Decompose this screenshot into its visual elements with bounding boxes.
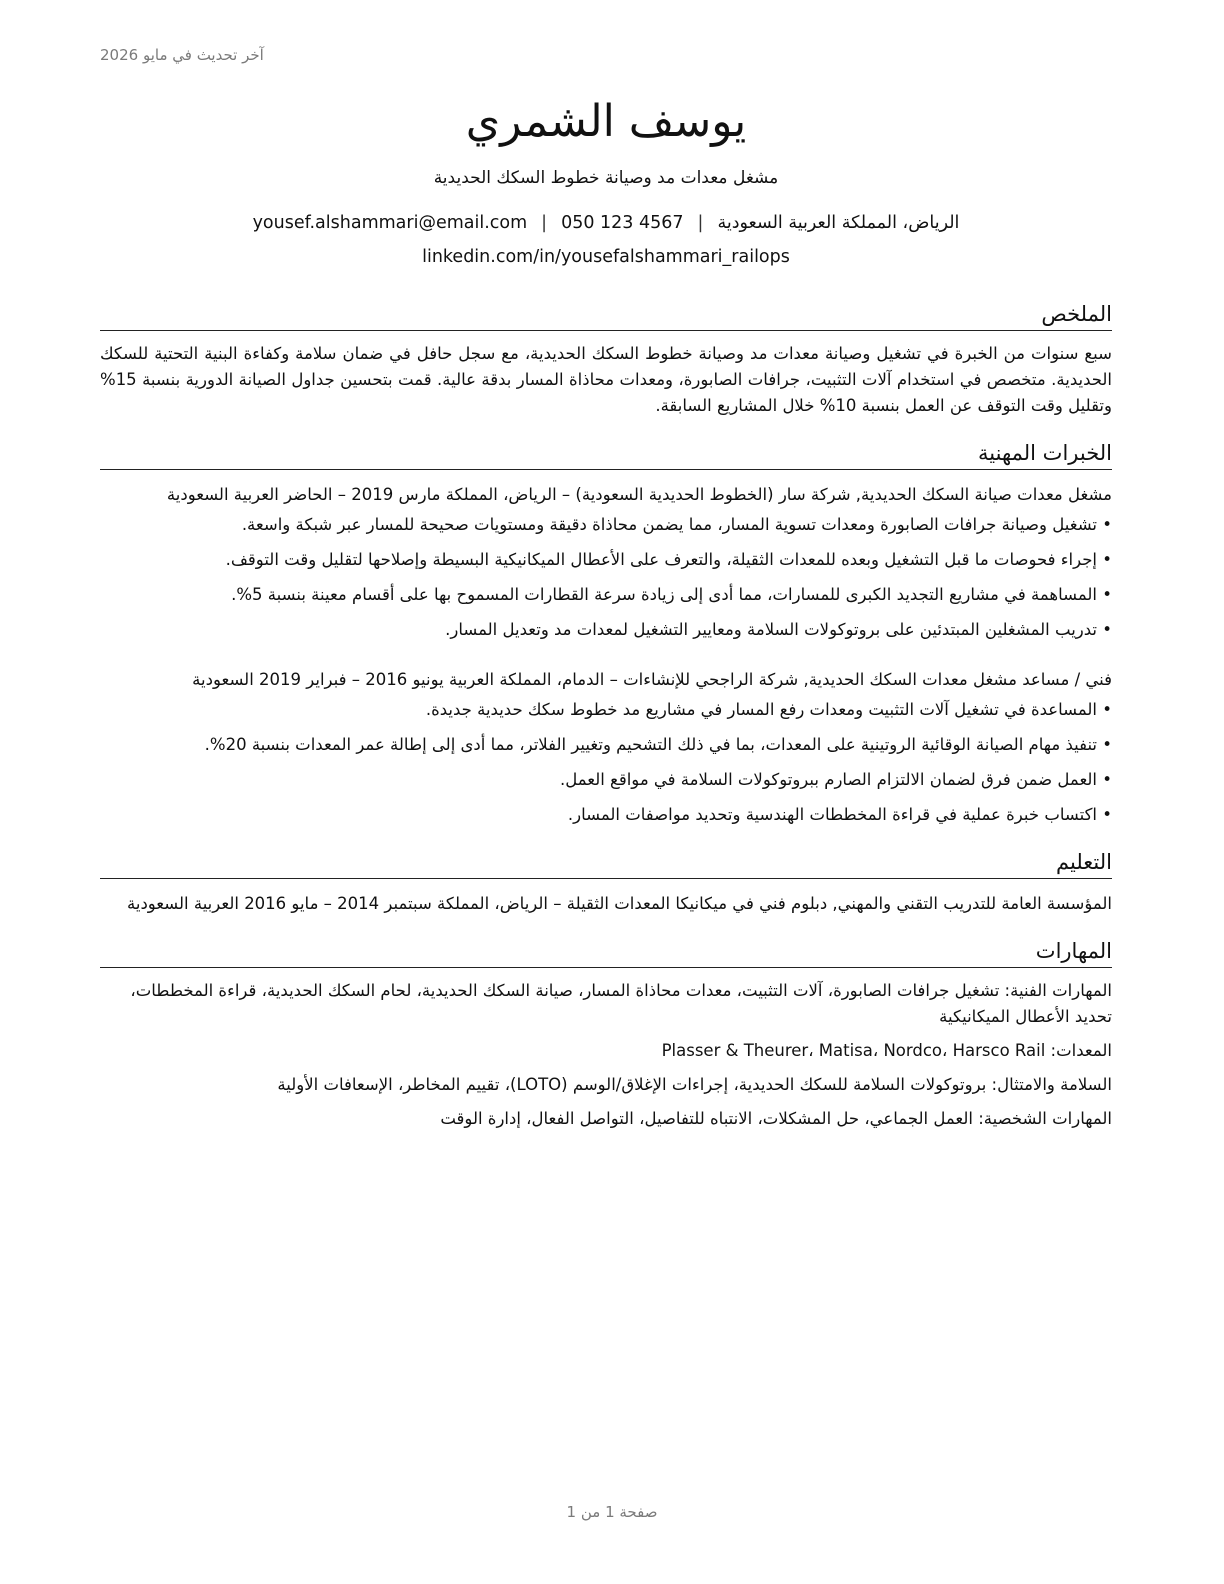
section-title-experience: الخبرات المهنية: [100, 439, 1112, 470]
section-title-education: التعليم: [100, 848, 1112, 879]
summary-text: سبع سنوات من الخبرة في تشغيل وصيانة معدات مد وصيانة خطوط السكك الحديدية، مع سجل حافل في ضمان سلامة وكفاءة البنية التحتية للسكك الحديدية. متخصص في استخدام آلات التثبيت، جرافات الصابورة، ومعدات محاذاة المسار بدقة عالية. قمت بتحسين جداول الصيانة الدورية بنسبة 15% وتقليل وقت التوقف عن العمل بنسبة 10% خلال المشاريع السابقة.: [100, 344, 1112, 415]
job-bullet: • المساعدة في تشغيل آلات التثبيت ومعدات رفع المسار في مشاريع مد خطوط سكك حديدية جديدة.: [425, 700, 1112, 719]
contact-line: [100, 210, 1112, 236]
job-bullets: [100, 697, 1112, 828]
job-bullet: • المساهمة في مشاريع التجديد الكبرى للمسارات، مما أدى إلى زيادة سرعة القطارات المسموح بها على أقسام معينة بنسبة 5%.: [231, 585, 1112, 604]
contact-separator: |: [697, 213, 704, 233]
page-number: صفحة 1 من 1: [566, 1503, 658, 1521]
skill-line: المعدات: Plasser & Theurer، Matisa، Nordco، Harsco Rail: [661, 1041, 1112, 1060]
last-updated-note: آخر تحديث في مايو 2026: [100, 46, 264, 64]
job-bullet: • تشغيل وصيانة جرافات الصابورة ومعدات تسوية المسار، مما يضمن محاذاة دقيقة ومستويات صحيحة للمسار عبر شبكة واسعة.: [241, 515, 1112, 534]
skill-line: السلامة والامتثال: بروتوكولات السلامة للسكك الحديدية، إجراءات الإغلاق/الوسم (LOTO)، تقييم المخاطر، الإسعافات الأولية: [277, 1075, 1112, 1094]
contact-linkedin[interactable]: linkedin.com/in/yousefalshammari_railops: [422, 247, 790, 267]
job-bullet: • إجراء فحوصات ما قبل التشغيل وبعده للمعدات الثقيلة، والتعرف على الأعطال الميكانيكية البسيطة وإصلاحها لتقليل وقت التوقف.: [225, 550, 1112, 569]
job-bullet: • تدريب المشغلين المبتدئين على بروتوكولات السلامة ومعايير التشغيل لمعدات مد وتعديل المسار.: [445, 620, 1112, 639]
education-entry: المؤسسة العامة للتدريب التقني والمهني, دبلوم فني في ميكانيكا المعدات الثقيلة – الرياض، المملكة سبتمبر 2014 – مايو 2016 العربية السعودية: [127, 894, 1112, 913]
contact-location: الرياض، المملكة العربية السعودية: [717, 213, 960, 233]
job-entry: [100, 667, 1112, 828]
section-title-summary: الملخص: [100, 300, 1112, 331]
job-bullets: [100, 512, 1112, 643]
job-bullet: • اكتساب خبرة عملية في قراءة المخططات الهندسية وتحديد مواصفات المسار.: [567, 805, 1112, 824]
resume-content: [100, 90, 1112, 1132]
contact-separator: |: [541, 213, 548, 233]
contact-phone: 050 123 4567: [561, 213, 684, 233]
candidate-headline: مشغل معدات مد وصيانة خطوط السكك الحديدية: [433, 168, 779, 188]
candidate-name: يوسف الشمري: [465, 96, 747, 147]
section-title-skills: المهارات: [100, 937, 1112, 968]
job-entry: [100, 482, 1112, 643]
job-bullet: • العمل ضمن فرق لضمان الالتزام الصارم ببروتوكولات السلامة في مواقع العمل.: [559, 770, 1112, 789]
job-heading: فني / مساعد مشغل معدات السكك الحديدية, شركة الراجحي للإنشاءات – الدمام، المملكة العربية يونيو 2016 – فبراير 2019 السعودية: [192, 670, 1112, 689]
contact-email[interactable]: yousef.alshammari@email.com: [252, 213, 528, 233]
job-bullet: • تنفيذ مهام الصيانة الوقائية الروتينية على المعدات، بما في ذلك التشحيم وتغيير الفلاتر، مما أدى إلى إطالة عمر المعدات بنسبة 20%.: [204, 735, 1112, 754]
job-heading: مشغل معدات صيانة السكك الحديدية, شركة سار (الخطوط الحديدية السعودية) – الرياض، المملكة مارس 2019 – الحاضر العربية السعودية: [166, 485, 1112, 504]
skill-line: المهارات الشخصية: العمل الجماعي، حل المشكلات، الانتباه للتفاصيل، التواصل الفعال، إدارة الوقت: [440, 1109, 1112, 1128]
skill-line: المهارات الفنية: تشغيل جرافات الصابورة، آلات التثبيت، معدات محاذاة المسار، صيانة السكك الحديدية، لحام السكك الحديدية، قراءة المخططات، تحديد الأعطال الميكانيكية: [130, 981, 1112, 1026]
contact-linkedin-line: [100, 244, 1112, 270]
